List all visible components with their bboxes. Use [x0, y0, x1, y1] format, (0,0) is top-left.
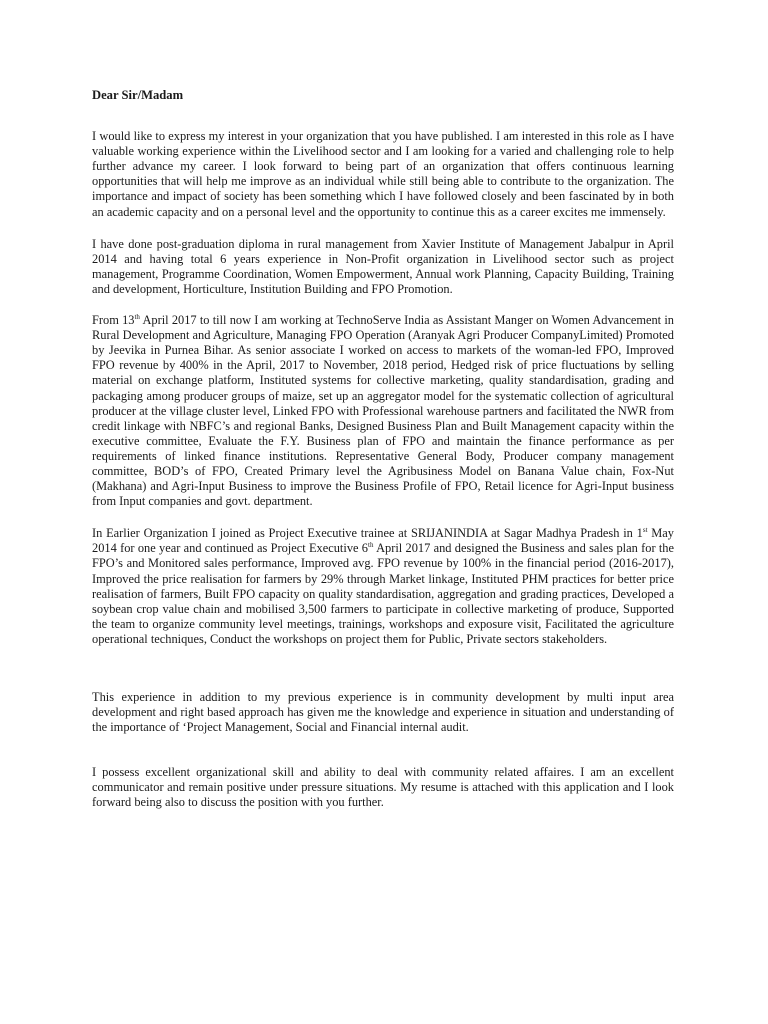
- ordinal-suffix: st: [642, 526, 648, 535]
- paragraph-text: April 2017 and designed the Business and sales plan for the FPO’s and Monitored sales performance, Improved avg. FPO revenue by 100% in the financial period (2016-2017), Improved the price realisation for farmers by 29% through Market linkage, Instituted PHM practices for better price realisation of farmers, Built FPO capacity on quality standardisation, aggregation and grading practices, Developed a soybean crop value chain and mobilised 3,500 farmers to participate in collective marketing of produce, Supported the team to organize community level meetings, trainings, workshops and exposure visit, Facilitated the agriculture operational techniques, Conduct the workshops on project them for Public, Private sectors stakeholders.: [92, 541, 674, 646]
- paragraph-text: April 2017 to till now I am working at TechnoServe India as Assistant Manger on Women Advancement in Rural Development and Agriculture, Managing FPO Operation (Aranyak Agri Producer CompanyLimited) Promoted by Jeevika in Purnea Bihar. As senior associate I worked on access to markets of the woman-led FPO, Improved FPO revenue by 400% in the April, 2017 to November, 2018 period, Hedged risk of price fluctuations by selling material on exchange platform, Instituted systems for collective marketing, quality standardisation, grading and packaging among producer groups of maize, set up an aggregator model for the systematic collection of agricultural producer at the village cluster level, Linked FPO with Professional warehouse partners and facilitated the NWR from credit linkage with NBFC’s and regional Banks, Designed Business Plan and Built Management capacity within the executive committee, Evaluate the F.Y. Business plan of FPO and maintain the finance performance as per requirements of linked finance institutions. Representative General Body, Producer company management committee, BOD’s of FPO, Created Primary level the Agribusiness Model on Banana Value chain, Fox-Nut (Makhana) and Agri-Input Business to improve the Business Profile of FPO, Retail licence for Agri-Input business from Input companies and govt. department.: [92, 313, 674, 509]
- salutation: Dear Sir/Madam: [92, 88, 184, 102]
- cover-letter: [92, 88, 674, 811]
- paragraph-education: I have done post-graduation diploma in rural management from Xavier Institute of Management Jabalpur in April 2014 and having total 6 years experience in Non-Profit organization in Livelihood sector such as project management, Programme Coordination, Women Empowerment, Annual work Planning, Capacity Building, Training and development, Horticulture, Institution Building and FPO Promotion.: [92, 236, 674, 296]
- paragraph-interest: I would like to express my interest in your organization that you have published. I am interested in this role as I have valuable working experience within the Livelihood sector and I am looking for a varied and challenging role to help further advance my career. I look forward to being part of an organization that offers continuous learning opportunities that will help me improve as an individual while still being able to contribute to the organization. The importance and impact of society has been something which I have followed closely and been fascinated by in both an academic capacity and on a personal level and the opportunity to continue this as a career excites me immensely.: [92, 129, 674, 219]
- paragraph-srijan-experience: [92, 526, 674, 647]
- ordinal-suffix: th: [134, 312, 140, 321]
- paragraph-text: May 2014 for one year and continued as Project Executive 6: [92, 526, 675, 556]
- paragraph-community-development: This experience in addition to my previous experience is in community development by multi input area development and right based approach has given me the knowledge and experience in situation and understanding of the importance of ‘Project Management, Social and Financial internal audit.: [92, 690, 674, 735]
- paragraph-text: In Earlier Organization I joined as Project Executive trainee at SRIJANINDIA at Sagar Madhya Pradesh in 1: [92, 526, 643, 541]
- paragraph-text: From 13: [92, 313, 135, 328]
- ordinal-suffix: th: [368, 541, 374, 550]
- paragraph-closing: I possess excellent organizational skill and ability to deal with community related affaires. I am an excellent communicator and remain positive under pressure situations. My resume is attached with this application and I look forward being also to discuss the position with you further.: [92, 765, 674, 810]
- paragraph-technoserve-experience: [92, 313, 674, 509]
